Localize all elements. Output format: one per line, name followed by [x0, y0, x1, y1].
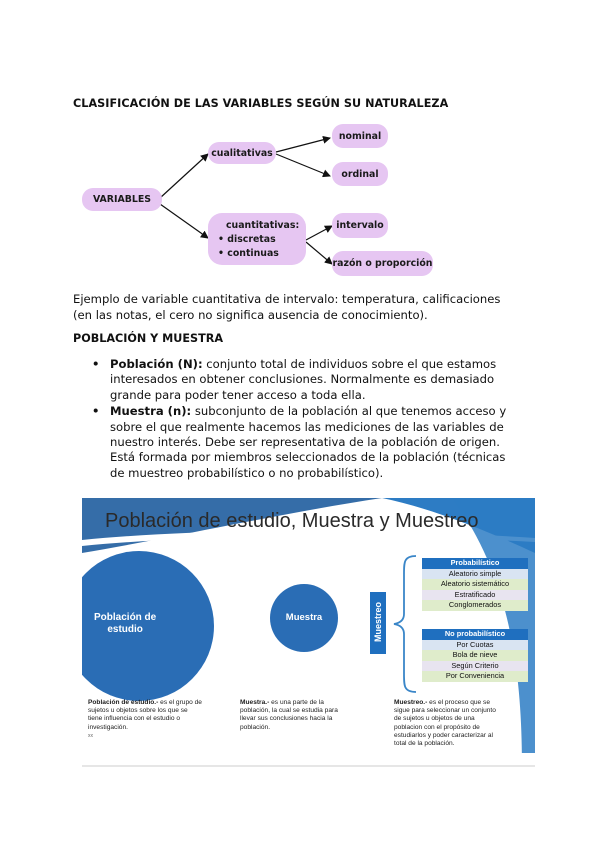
- ejemplo-line: Ejemplo de variable cuantitativa de intervalo: temperatura, calificaciones: [73, 292, 501, 306]
- footnote: xx: [88, 732, 93, 739]
- cuantitativas-title: cuantitativas:: [226, 220, 300, 231]
- node-variables: VARIABLES: [82, 188, 162, 211]
- section-heading-poblacion: POBLACIÓN Y MUESTRA: [73, 332, 223, 345]
- muestra-circle-label: Muestra: [285, 612, 323, 623]
- list-item-poblacion: • Población (N): conjunto total de individuos sobre el que estamos interesados en obtener conclusiones. Normalmente es demasiado grande para poder tener acceso a toda ella.: [92, 357, 497, 402]
- node-cualitativas: cualitativas: [208, 142, 276, 164]
- arrow-cuantitativas-razon: [306, 242, 332, 264]
- table-row: Por Cuotas: [422, 640, 528, 651]
- arrow-cualitativas-nominal: [276, 138, 330, 152]
- cuantitativas-item: • discretas: [218, 234, 276, 245]
- table-row: Bola de nieve: [422, 650, 528, 661]
- table-row: Estratificado: [422, 590, 528, 601]
- node-ordinal: ordinal: [332, 162, 388, 186]
- ejemplo-paragraph: [73, 292, 533, 323]
- bullet-glyph: •: [92, 357, 100, 371]
- desc-muestreo: Muestreo.- es el proceso que se sigue para seleccionar un conjunto de sujetos u objetos de una poblacion con el propósito de estudiarlos y poder caracterizar al total de la población.: [394, 699, 496, 748]
- node-nominal: nominal: [332, 124, 388, 148]
- slide-title: Población de estudio, Muestra y Muestreo: [105, 510, 479, 532]
- slide-poblacion-muestra-muestreo: [82, 498, 535, 768]
- bullet-glyph: •: [92, 404, 100, 419]
- section-heading-clasificacion: CLASIFICACIÓN DE LAS VARIABLES SEGÚN SU NATURALEZA: [73, 97, 449, 110]
- no-probabilistico-table: [422, 629, 528, 682]
- definition-list: [88, 357, 538, 482]
- probabilistico-table: [422, 558, 528, 611]
- arrow-variables-cuantitativas: [160, 204, 208, 238]
- ejemplo-line: (en las notas, el cero no significa ausencia de conocimiento).: [73, 307, 428, 322]
- term-poblacion: Población (N):: [110, 357, 203, 371]
- desc-poblacion: Población de estudio.- es el grupo de sujetos u objetos sobre los que se tiene influencia con el estudio o investigación. xx: [88, 699, 226, 740]
- arrow-cuantitativas-intervalo: [306, 226, 332, 240]
- node-cuantitativas: [208, 213, 306, 265]
- node-intervalo: intervalo: [332, 213, 388, 238]
- no-probabilistico-header: No probabilístico: [422, 629, 528, 640]
- bullet-glyph: •: [218, 248, 224, 259]
- table-row: Por Conveniencia: [422, 671, 528, 682]
- bullet-glyph: •: [218, 234, 224, 245]
- table-row: Aleatorio simple: [422, 569, 528, 580]
- desc-muestra: Muestra.- es una parte de la población, la cual se estudia para llevar sus conclusiones hacia la población.: [240, 699, 338, 731]
- poblacion-circle-label: Población de estudio: [94, 612, 157, 635]
- node-razon: razón o proporción: [332, 251, 433, 276]
- probabilistico-header: Probabilístico: [422, 558, 528, 569]
- cuantitativas-item: • continuas: [218, 248, 279, 259]
- table-row: Aleatorio sistemático: [422, 579, 528, 590]
- muestreo-label: Muestreo: [373, 602, 383, 643]
- brace: [390, 554, 420, 694]
- term-muestra: Muestra (n):: [110, 404, 192, 419]
- arrow-cualitativas-ordinal: [276, 154, 330, 176]
- arrow-variables-cualitativas: [160, 154, 208, 198]
- table-row: Según Criterio: [422, 661, 528, 672]
- table-row: Conglomerados: [422, 600, 528, 611]
- list-item-muestra: • Muestra (n): subconjunto de la población al que tenemos acceso y sobre el que realmente hacemos las mediciones de las variables de nuestro interés. Debe ser representativa de la población de origen. Está formada por miembros seleccionados de la población (técnicas de muestreo probabilístico o no probabilístico).: [92, 404, 507, 480]
